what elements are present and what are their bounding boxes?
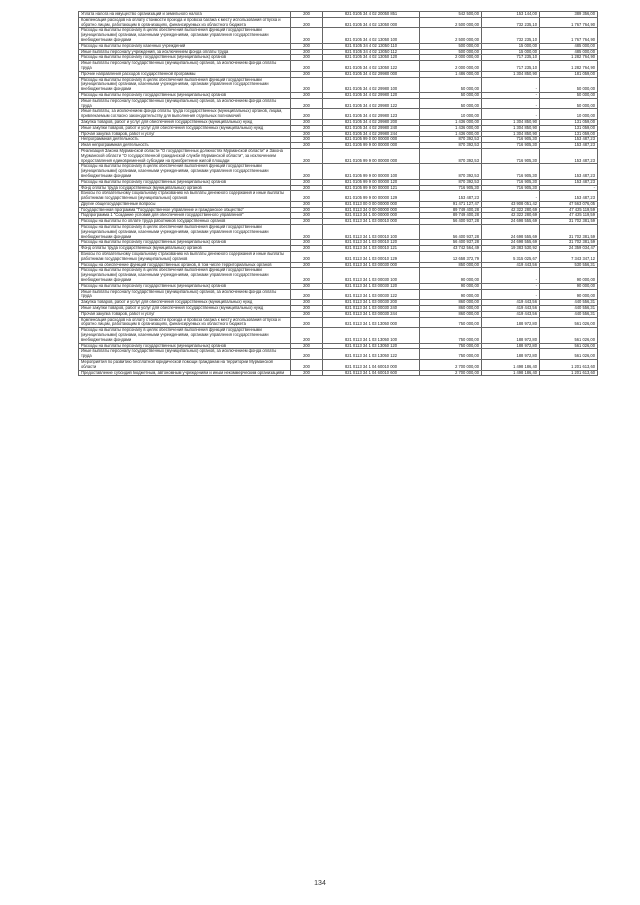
- row-executed-amount: -: [482, 109, 540, 120]
- row-unexecuted-amount: 131 059,00: [540, 125, 598, 131]
- row-approved-amount: 750 000,00: [420, 328, 482, 343]
- row-unexecuted-amount: 47 425 119,59: [540, 213, 598, 219]
- row-admin-code: 200: [291, 92, 323, 98]
- table-row: [79, 289, 598, 300]
- row-unexecuted-amount: 153 487,23: [540, 143, 598, 149]
- row-approved-amount: 870 392,53: [420, 143, 482, 149]
- row-admin-code: 200: [291, 246, 323, 252]
- row-admin-code: 200: [291, 98, 323, 109]
- row-executed-amount: 419 443,56: [482, 311, 540, 317]
- row-admin-code: 200: [291, 77, 323, 92]
- row-budget-code: 821 0113 34 1 03 13050 100: [323, 328, 420, 343]
- row-budget-code: 821 0105 99 9 00 00000 120: [323, 179, 420, 185]
- row-approved-amount: 89 749 400,28: [420, 213, 482, 219]
- row-name: Иные выплаты персоналу государственных (муниципальных) органов, за исключением фонда оплаты труда: [79, 289, 291, 300]
- row-executed-amount: 42 322 280,69: [482, 213, 540, 219]
- row-executed-amount: 716 905,30: [482, 137, 540, 143]
- row-unexecuted-amount: 47 563 076,05: [540, 201, 598, 207]
- row-admin-code: 200: [291, 164, 323, 179]
- row-unexecuted-amount: 1 201 613,60: [540, 370, 598, 376]
- row-budget-code: 821 0105 34 4 02 29980 100: [323, 77, 420, 92]
- row-admin-code: 200: [291, 125, 323, 131]
- row-name: Государственная программа "Государственное управление и гражданское общество": [79, 207, 291, 213]
- row-name: Подпрограмма 1 "Создание условий для обеспечения государственного управления": [79, 213, 291, 219]
- row-name: Иные выплаты персоналу учреждений, за исключением фонда оплаты труда: [79, 49, 291, 55]
- row-unexecuted-amount: 1 282 764,90: [540, 61, 598, 72]
- row-budget-code: 821 0113 34 1 03 13050 120: [323, 343, 420, 349]
- row-unexecuted-amount: 153 487,23: [540, 164, 598, 179]
- row-budget-code: 821 0113 34 1 04 60010 000: [323, 360, 420, 371]
- row-budget-code: 821 0105 34 4 02 29980 240: [323, 125, 420, 131]
- row-executed-amount: 43 908 051,42: [482, 201, 540, 207]
- row-executed-amount: -: [482, 98, 540, 109]
- row-name: Компенсация расходов на оплату стоимости проезда и провоза багажа к месту использования отпуска и обратно лицам, работающим в организациях, финансируемых из областного бюджета: [79, 17, 291, 28]
- row-budget-code: 821 0105 34 4 02 29980 244: [323, 131, 420, 137]
- row-approved-amount: 2 700 000,00: [420, 360, 482, 371]
- row-approved-amount: 2 000 000,00: [420, 61, 482, 72]
- row-name: Расходы на выплаты персоналу государственных (муниципальных) органов: [79, 55, 291, 61]
- row-unexecuted-amount: 10 000,00: [540, 109, 598, 120]
- row-unexecuted-amount: 561 026,00: [540, 328, 598, 343]
- row-executed-amount: 15 000,00: [482, 49, 540, 55]
- row-approved-amount: 1 436 000,00: [420, 119, 482, 125]
- row-budget-code: 821 0113 34 1 03 13050 122: [323, 349, 420, 360]
- row-admin-code: 200: [291, 137, 323, 143]
- row-name: Закупка товаров, работ и услуг для обеспечения государственных (муниципальных) нужд: [79, 119, 291, 125]
- row-executed-amount: 716 905,30: [482, 143, 540, 149]
- row-executed-amount: 1 498 186,40: [482, 370, 540, 376]
- table-row: [79, 164, 598, 179]
- row-approved-amount: 1 436 000,00: [420, 125, 482, 131]
- row-name: Расходы на выплаты по оплате труда работников государственных органов: [79, 219, 291, 225]
- row-approved-amount: 56 400 937,28: [420, 219, 482, 225]
- row-unexecuted-amount: 440 556,31: [540, 300, 598, 306]
- row-budget-code: 821 0113 34 1 03 00030 244: [323, 311, 420, 317]
- row-executed-amount: 717 235,10: [482, 61, 540, 72]
- row-unexecuted-amount: 389 356,00: [540, 12, 598, 18]
- row-admin-code: 200: [291, 28, 323, 43]
- row-approved-amount: 90 000,00: [420, 268, 482, 283]
- table-row: [79, 61, 598, 72]
- row-admin-code: 200: [291, 283, 323, 289]
- row-approved-amount: 860 000,00: [420, 306, 482, 312]
- row-unexecuted-amount: 1 282 764,90: [540, 55, 598, 61]
- row-budget-code: 821 0113 34 1 03 00010 000: [323, 219, 420, 225]
- row-admin-code: 200: [291, 71, 323, 77]
- row-approved-amount: 750 000,00: [420, 343, 482, 349]
- row-admin-code: 200: [291, 349, 323, 360]
- row-budget-code: 821 0113 34 1 04 60010 600: [323, 370, 420, 376]
- row-executed-amount: -: [482, 77, 540, 92]
- row-approved-amount: 50 000,00: [420, 92, 482, 98]
- row-admin-code: 200: [291, 268, 323, 283]
- row-name: Иные выплаты персоналу государственных (муниципальных) органов, за исключением фонда оплаты труда: [79, 61, 291, 72]
- row-approved-amount: 850 000,00: [420, 262, 482, 268]
- row-admin-code: 200: [291, 61, 323, 72]
- row-admin-code: 200: [291, 317, 323, 328]
- row-admin-code: 200: [291, 370, 323, 376]
- row-name: Иная непрограммная деятельность: [79, 143, 291, 149]
- row-admin-code: 200: [291, 240, 323, 246]
- row-budget-code: 821 0113 34 1 00 00000 000: [323, 213, 420, 219]
- row-budget-code: 821 0113 34 1 03 13050 000: [323, 317, 420, 328]
- row-budget-code: 821 0113 34 1 03 00010 120: [323, 240, 420, 246]
- row-unexecuted-amount: 530 556,31: [540, 262, 598, 268]
- row-executed-amount: 19 383 530,92: [482, 246, 540, 252]
- row-approved-amount: 500 000,00: [420, 43, 482, 49]
- row-budget-code: 821 0105 34 4 02 13050 000: [323, 17, 420, 28]
- row-approved-amount: 89 749 400,28: [420, 207, 482, 213]
- row-executed-amount: 1 304 850,90: [482, 119, 540, 125]
- row-admin-code: 200: [291, 328, 323, 343]
- table-row: [79, 148, 598, 163]
- row-executed-amount: -: [482, 92, 540, 98]
- row-name: Расходы на выплаты персоналу государственных (муниципальных) органов: [79, 343, 291, 349]
- page-number: 134: [314, 880, 326, 887]
- row-admin-code: 200: [291, 49, 323, 55]
- row-name: Взносы по обязательному социальному страхованию на выплаты денежного содержания и иные выплаты работникам государственных (муниципальных) органов: [79, 252, 291, 263]
- row-name: Компенсация расходов на оплату стоимости проезда и провоза багажа к месту использования отпуска и обратно лицам, работающим в организациях, финансируемых из областного бюджета: [79, 317, 291, 328]
- row-approved-amount: 860 000,00: [420, 311, 482, 317]
- row-budget-code: 821 0113 34 1 03 00030 100: [323, 268, 420, 283]
- row-executed-amount: 1 498 186,40: [482, 360, 540, 371]
- row-name: Расходы на выплаты персоналу государственных (муниципальных) органов: [79, 283, 291, 289]
- row-admin-code: 200: [291, 55, 323, 61]
- row-name: Реализация Закона Мурманской области "О государственных должностях Мурманской области" и Закона Мурманской области "О государственной гражданской службе Мурманской области", за исключением предоставления единовременной субсидии на приобретение жилой площади: [79, 148, 291, 163]
- row-admin-code: 200: [291, 119, 323, 125]
- row-budget-code: 821 0105 34 4 02 13050 112: [323, 49, 420, 55]
- row-name: Расходы на выплаты персоналу в целях обеспечения выполнения функций государственными (муниципальными) органами, казенными учреждениями, органами управления государственными внебюджетными фондами: [79, 164, 291, 179]
- row-budget-code: 821 0113 34 1 03 00030 000: [323, 262, 420, 268]
- row-approved-amount: 56 400 937,28: [420, 240, 482, 246]
- row-budget-code: 821 0105 99 9 00 00000 100: [323, 164, 420, 179]
- table-row: [79, 17, 598, 28]
- row-approved-amount: 91 471 127,47: [420, 201, 482, 207]
- row-admin-code: 200: [291, 109, 323, 120]
- row-admin-code: 200: [291, 219, 323, 225]
- row-unexecuted-amount: 31 702 381,59: [540, 219, 598, 225]
- row-name: Фонд оплаты труда государственных (муниципальных) органов: [79, 246, 291, 252]
- row-approved-amount: 90 000,00: [420, 289, 482, 300]
- row-executed-amount: 716 905,30: [482, 148, 540, 163]
- row-approved-amount: 870 392,53: [420, 179, 482, 185]
- row-admin-code: 200: [291, 213, 323, 219]
- row-approved-amount: 10 000,00: [420, 109, 482, 120]
- row-budget-code: 821 0105 34 4 02 29980 200: [323, 119, 420, 125]
- row-name: Иные закупки товаров, работ и услуг для обеспечения государственных (муниципальных) нужд: [79, 306, 291, 312]
- row-unexecuted-amount: 153 487,23: [540, 148, 598, 163]
- row-approved-amount: 750 000,00: [420, 349, 482, 360]
- row-unexecuted-amount: 440 556,31: [540, 311, 598, 317]
- row-executed-amount: 24 698 555,69: [482, 240, 540, 246]
- row-unexecuted-amount: 50 000,00: [540, 92, 598, 98]
- row-executed-amount: 419 443,56: [482, 300, 540, 306]
- row-admin-code: 200: [291, 43, 323, 49]
- row-name: Иные закупки товаров, работ и услуг для обеспечения государственных (муниципальных) нужд: [79, 125, 291, 131]
- row-admin-code: 200: [291, 207, 323, 213]
- row-executed-amount: -: [482, 283, 540, 289]
- row-unexecuted-amount: 440 556,31: [540, 306, 598, 312]
- row-name: Закупка товаров, работ и услуг для обеспечения государственных (муниципальных) нужд: [79, 300, 291, 306]
- row-executed-amount: 716 905,30: [482, 185, 540, 191]
- row-unexecuted-amount: 485 000,00: [540, 43, 598, 49]
- row-unexecuted-amount: 50 000,00: [540, 98, 598, 109]
- row-name: Мероприятия по развитию бесплатной юридической помощи гражданам на территории Мурманской области: [79, 360, 291, 371]
- row-unexecuted-amount: 50 000,00: [540, 77, 598, 92]
- row-executed-amount: 188 972,80: [482, 343, 540, 349]
- row-name: Иные выплаты персоналу государственных (муниципальных) органов, за исключением фонда оплаты труда: [79, 98, 291, 109]
- row-admin-code: 200: [291, 300, 323, 306]
- row-unexecuted-amount: 47 425 119,59: [540, 207, 598, 213]
- row-name: Расходы на выплаты персоналу в целях обеспечения выполнения функций государственными (муниципальными) органами, казенными учреждениями, органами управления государственными внебюджетными фондами: [79, 225, 291, 240]
- row-unexecuted-amount: 24 359 034,47: [540, 246, 598, 252]
- row-executed-amount: 1 304 850,90: [482, 71, 540, 77]
- row-budget-code: 821 0105 34 4 02 29980 122: [323, 98, 420, 109]
- table-row: [79, 191, 598, 202]
- row-budget-code: 821 0105 99 9 00 00000 121: [323, 185, 420, 191]
- row-budget-code: 821 0113 34 1 03 00010 100: [323, 225, 420, 240]
- row-budget-code: 821 0105 99 9 00 00000 000: [323, 143, 420, 149]
- row-unexecuted-amount: 561 026,00: [540, 317, 598, 328]
- row-unexecuted-amount: -: [540, 185, 598, 191]
- row-executed-amount: 717 235,10: [482, 55, 540, 61]
- row-approved-amount: 2 700 000,00: [420, 370, 482, 376]
- row-name: Иные выплаты персоналу государственных (муниципальных) органов, за исключением фонда оплаты труда: [79, 349, 291, 360]
- row-approved-amount: 43 742 564,49: [420, 246, 482, 252]
- row-unexecuted-amount: 153 487,23: [540, 179, 598, 185]
- row-budget-code: 821 0113 00 0 00 00000 000: [323, 201, 420, 207]
- row-approved-amount: 2 500 000,00: [420, 17, 482, 28]
- budget-execution-table: [78, 11, 598, 376]
- row-name: Прочие направления расходов государственной программы: [79, 71, 291, 77]
- row-unexecuted-amount: 131 059,00: [540, 131, 598, 137]
- table-row: [79, 317, 598, 328]
- row-approved-amount: 750 000,00: [420, 317, 482, 328]
- row-executed-amount: 24 698 555,69: [482, 219, 540, 225]
- row-executed-amount: 5 315 025,67: [482, 252, 540, 263]
- row-admin-code: 200: [291, 201, 323, 207]
- row-unexecuted-amount: 131 059,00: [540, 119, 598, 125]
- row-name: Фонд оплаты труда государственных (муниципальных) органов: [79, 185, 291, 191]
- row-name: Расходы на обеспечение функций государственных органов, в том числе территориальных органов: [79, 262, 291, 268]
- row-executed-amount: 42 322 280,69: [482, 207, 540, 213]
- table-row: [79, 252, 598, 263]
- row-executed-amount: 716 905,30: [482, 179, 540, 185]
- row-name: Расходы на выплаты персоналу в целях обеспечения выполнения функций государственными (муниципальными) органами, казенными учреждениями, органами управления государственными внебюджетными фондами: [79, 328, 291, 343]
- row-executed-amount: -: [482, 289, 540, 300]
- row-name: Расходы на выплаты персоналу государственных (муниципальных) органов: [79, 240, 291, 246]
- row-name: Другие общегосударственные вопросы: [79, 201, 291, 207]
- row-approved-amount: 1 486 000,00: [420, 71, 482, 77]
- row-executed-amount: 732 235,10: [482, 28, 540, 43]
- row-name: Расходы на выплаты персоналу государственных (муниципальных) органов: [79, 179, 291, 185]
- row-approved-amount: 2 500 000,00: [420, 28, 482, 43]
- row-admin-code: 200: [291, 191, 323, 202]
- row-unexecuted-amount: 31 702 381,59: [540, 225, 598, 240]
- row-executed-amount: 732 235,10: [482, 17, 540, 28]
- row-admin-code: 200: [291, 311, 323, 317]
- row-name: Прочая закупка товаров, работ и услуг: [79, 311, 291, 317]
- row-executed-amount: 1 304 850,90: [482, 131, 540, 137]
- row-unexecuted-amount: 90 000,00: [540, 268, 598, 283]
- row-executed-amount: 1 304 850,90: [482, 125, 540, 131]
- row-unexecuted-amount: 7 343 347,12: [540, 252, 598, 263]
- row-unexecuted-amount: 90 000,00: [540, 283, 598, 289]
- row-budget-code: 821 0105 34 4 02 13050 120: [323, 55, 420, 61]
- row-name: Непрограммная деятельность: [79, 137, 291, 143]
- row-admin-code: 200: [291, 148, 323, 163]
- row-approved-amount: 90 000,00: [420, 283, 482, 289]
- row-budget-code: 821 0105 34 4 02 29980 123: [323, 109, 420, 120]
- row-budget-code: 821 0113 34 1 03 00030 200: [323, 300, 420, 306]
- row-approved-amount: 870 392,53: [420, 137, 482, 143]
- row-budget-code: 821 0113 34 1 03 00010 121: [323, 246, 420, 252]
- row-approved-amount: 716 905,30: [420, 185, 482, 191]
- row-admin-code: 200: [291, 262, 323, 268]
- row-executed-amount: 24 698 555,69: [482, 225, 540, 240]
- row-admin-code: 200: [291, 179, 323, 185]
- row-budget-code: 821 0113 34 1 03 00030 240: [323, 306, 420, 312]
- row-unexecuted-amount: 1 767 764,90: [540, 28, 598, 43]
- row-name: Прочая закупка товаров, работ и услуг: [79, 131, 291, 137]
- row-admin-code: 200: [291, 343, 323, 349]
- row-executed-amount: 153 144,00: [482, 12, 540, 18]
- row-admin-code: 200: [291, 131, 323, 137]
- row-executed-amount: -: [482, 268, 540, 283]
- row-executed-amount: 188 972,80: [482, 328, 540, 343]
- row-name: Предоставление субсидий бюджетным, автономным учреждениям и иным некоммерческим организациям: [79, 370, 291, 376]
- row-unexecuted-amount: 1 201 613,60: [540, 360, 598, 371]
- row-budget-code: 821 0105 99 9 00 00000 129: [323, 191, 420, 202]
- row-name: Расходы на выплаты персоналу в целях обеспечения выполнения функций государственными (муниципальными) органами, казенными учреждениями, органами управления государственными внебюджетными фондами: [79, 268, 291, 283]
- table-row: [79, 225, 598, 240]
- row-unexecuted-amount: 485 000,00: [540, 49, 598, 55]
- table-row: [79, 98, 598, 109]
- row-name: Расходы на выплаты персоналу в целях обеспечения выполнения функций государственными (муниципальными) органами, казенными учреждениями, органами управления государственными внебюджетными фондами: [79, 77, 291, 92]
- row-budget-code: 821 0105 34 4 02 13050 100: [323, 28, 420, 43]
- table-row: [79, 109, 598, 120]
- row-approved-amount: 870 392,53: [420, 164, 482, 179]
- row-name: Уплата налога на имущество организаций и земельного налога: [79, 12, 291, 18]
- row-executed-amount: 716 905,30: [482, 164, 540, 179]
- table-body: [79, 12, 598, 376]
- row-approved-amount: 50 000,00: [420, 98, 482, 109]
- row-admin-code: 200: [291, 306, 323, 312]
- row-approved-amount: 50 000,00: [420, 77, 482, 92]
- row-unexecuted-amount: 561 026,00: [540, 343, 598, 349]
- row-unexecuted-amount: 153 487,23: [540, 191, 598, 202]
- row-admin-code: 200: [291, 225, 323, 240]
- row-unexecuted-amount: 90 000,00: [540, 289, 598, 300]
- row-budget-code: 821 0113 34 1 03 00030 120: [323, 283, 420, 289]
- row-unexecuted-amount: 181 059,00: [540, 71, 598, 77]
- row-budget-code: 821 0105 34 4 02 13050 110: [323, 43, 420, 49]
- row-admin-code: 200: [291, 289, 323, 300]
- row-budget-code: 821 0113 34 1 03 00010 129: [323, 252, 420, 263]
- row-unexecuted-amount: 31 702 381,59: [540, 240, 598, 246]
- row-name: Расходы на выплаты персоналу казенных учреждений: [79, 43, 291, 49]
- table-row: [79, 77, 598, 92]
- row-budget-code: 821 0113 34 0 00 00000 000: [323, 207, 420, 213]
- row-admin-code: 200: [291, 143, 323, 149]
- table-row: [79, 328, 598, 343]
- row-approved-amount: 500 000,00: [420, 49, 482, 55]
- table-row: [79, 349, 598, 360]
- row-admin-code: 200: [291, 252, 323, 263]
- row-approved-amount: 860 000,00: [420, 300, 482, 306]
- row-name: Расходы на выплаты персоналу в целях обеспечения выполнения функций государственными (муниципальными) органами, казенными учреждениями, органами управления государственными внебюджетными фондами: [79, 28, 291, 43]
- row-name: Взносы по обязательному социальному страхованию на выплаты денежного содержания и иные выплаты работникам государственных (муниципальных) органов: [79, 191, 291, 202]
- table-row: [79, 268, 598, 283]
- row-approved-amount: 56 400 937,28: [420, 225, 482, 240]
- row-admin-code: 200: [291, 360, 323, 371]
- table-row: [79, 370, 598, 376]
- row-unexecuted-amount: 561 026,00: [540, 349, 598, 360]
- row-budget-code: 821 0105 99 0 00 00000 000: [323, 137, 420, 143]
- row-admin-code: 200: [291, 12, 323, 18]
- row-budget-code: 821 0105 99 9 00 00000 000: [323, 148, 420, 163]
- row-approved-amount: 542 500,00: [420, 12, 482, 18]
- row-approved-amount: 1 436 000,00: [420, 131, 482, 137]
- row-executed-amount: 15 000,00: [482, 43, 540, 49]
- row-budget-code: 821 0105 34 4 02 29980 120: [323, 92, 420, 98]
- row-budget-code: 821 0105 34 4 02 20050 851: [323, 12, 420, 18]
- row-budget-code: 821 0105 34 4 02 29980 000: [323, 71, 420, 77]
- row-admin-code: 200: [291, 17, 323, 28]
- row-admin-code: 200: [291, 185, 323, 191]
- row-approved-amount: 12 658 372,79: [420, 252, 482, 263]
- row-approved-amount: 870 392,53: [420, 148, 482, 163]
- row-executed-amount: -: [482, 191, 540, 202]
- row-budget-code: 821 0113 34 1 03 00030 122: [323, 289, 420, 300]
- row-executed-amount: 188 972,80: [482, 317, 540, 328]
- row-approved-amount: 2 000 000,00: [420, 55, 482, 61]
- table-row: [79, 360, 598, 371]
- row-name: Иные выплаты, за исключением фонда оплаты труда государственных (муниципальных) органов, лицам, привлекаемым согласно законодательству для выполнения отдельных полномочий: [79, 109, 291, 120]
- row-unexecuted-amount: 1 767 764,90: [540, 17, 598, 28]
- row-name: Расходы на выплаты персоналу государственных (муниципальных) органов: [79, 92, 291, 98]
- row-executed-amount: 419 443,56: [482, 262, 540, 268]
- row-executed-amount: 188 972,80: [482, 349, 540, 360]
- row-approved-amount: 153 487,23: [420, 191, 482, 202]
- table-row: [79, 28, 598, 43]
- row-unexecuted-amount: 153 487,23: [540, 137, 598, 143]
- row-executed-amount: 419 443,56: [482, 306, 540, 312]
- row-budget-code: 821 0105 34 4 02 13050 122: [323, 61, 420, 72]
